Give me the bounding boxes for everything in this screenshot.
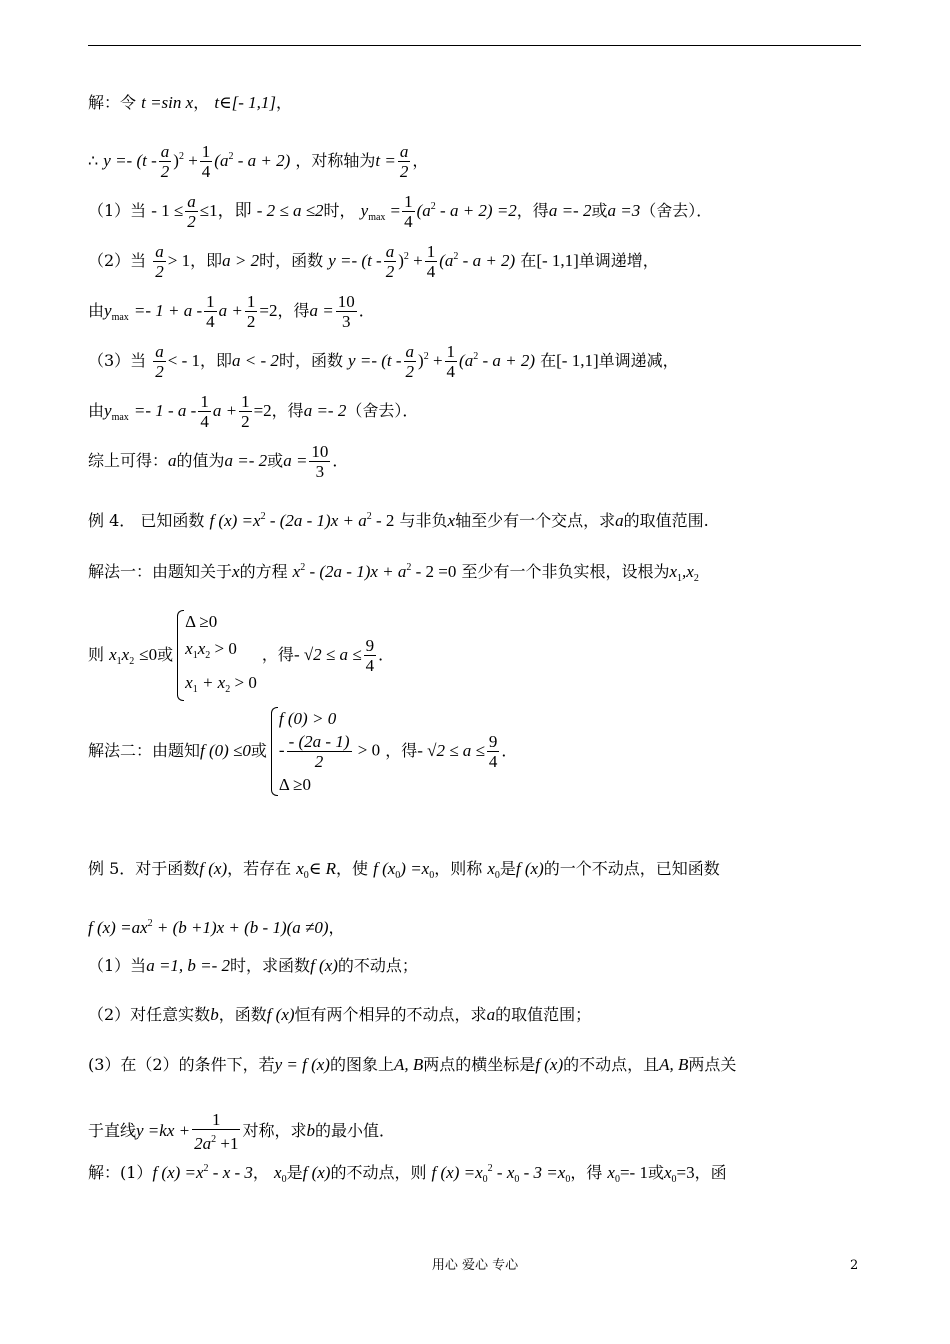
method-1-conditions: 则 $x_1x_2 \le 0$或 Δ ≥0 $x_1x_2 > 0$ $x_1 + x_2 > 0$ ，得- √2 ≤ a ≤ $\frac{9}{4}$ ．	[88, 608, 868, 703]
solution-method-2: 解法二：由题知f (0) ≤0或 f (0) > 0 - $\frac{- (2a - 1)}{2}$ > 0 Δ ≥0 ，得- √2 ≤ a ≤ $\frac{9}{4}$ ．	[88, 705, 868, 798]
example-4-statement: 例 4． 已知函数 f $(x) =x^2 - (2a - 1)x + a^2 - 2$ 与非负x轴至少有一个交点，求a的取值范围.	[88, 511, 709, 530]
text: ，	[276, 93, 293, 112]
equation-system: Δ ≥0 $x_1x_2 > 0$ $x_1 + x_2 > 0$	[173, 608, 257, 703]
part-1-solution: 解：(1）f $(x) =x^2 - x - 3$， $x_0$是f (x)的不动点，则 f $(x) =x_0^2 - x_0 - 3 =x_0$，得 $x_0=-$ 1或$x_0=3$，函	[88, 1163, 727, 1185]
fraction: $\frac{10}{3}$	[311, 442, 329, 481]
part-1: （1）当a =1, b =- 2时，求函数f (x)的不动点；	[88, 956, 418, 975]
example-5-function: f $(x) =ax^2 + (b +1)x + (b - 1)(a \ne 0)$，	[88, 918, 345, 937]
case-label: （1）当	[88, 201, 147, 220]
math: y =- (t -	[103, 151, 157, 170]
case-2-result: 由$y_{max} =- 1 + a$ - $\frac{1}{4}$ a + $\frac{1}{2}$ =2，得a = $\frac{10}{3}$ ．	[88, 292, 375, 331]
example-5-statement: 例 5．对于函数f (x)，若存在 $x_0\in$ R，使 f $(x_0) =x_0$，则称 $x_0$是f (x)的一个不动点，已知函数	[88, 859, 720, 881]
part-3: (3）在（2）的条件下，若y = f (x)的图象上A, B两点的横坐标是f (x)的不动点，且A, B两点关	[88, 1055, 737, 1074]
fraction: $\frac{1}{4}$	[446, 342, 456, 381]
equation-system: f (0) > 0 - $\frac{- (2a - 1)}{2}$ > 0 Δ ≥0	[267, 705, 380, 798]
text: 解：令	[88, 93, 137, 112]
fraction: $\frac{1}{4}$	[206, 292, 215, 331]
text: ，	[193, 93, 210, 112]
example-label: 例 5．对于函数	[88, 859, 200, 878]
footer-text: 用心 爱心 专心	[431, 1258, 519, 1273]
solution-method-1: 解法一：由题知关于x的方程 $x^2 - (2a - 1)x + a^2 - 2 =0$ 至少有一个非负实根，设根为$x_1,x_2$	[88, 562, 699, 584]
fraction: $\frac{1}{2}$	[246, 292, 256, 331]
case-label: （2）当	[88, 251, 147, 270]
fraction: $\frac{1}{4}$	[201, 142, 211, 181]
fraction: $\frac{1}{2}$	[241, 392, 250, 431]
fraction: $\frac{1}{2a^2 +1}$	[194, 1110, 239, 1153]
fraction: $\frac{9}{4}$	[488, 732, 498, 771]
math: t∈[- 1,1]	[214, 93, 277, 112]
part-2: （2）对任意实数b，函数f (x)恒有两个相异的不动点，求a的取值范围；	[88, 1005, 592, 1024]
page-number: 2	[850, 1258, 859, 1273]
fraction: $\frac{a}{2}$	[155, 342, 164, 381]
case-label: （3）当	[88, 351, 147, 370]
header-rule	[88, 45, 861, 46]
case-3-line: （3）当 $\frac{a}{2}$ < - 1，即a < - 2时，函数 y =- (t - $\frac{a}{2}$ )$^2$ + $\frac{1}{4}$ $(a^2 - a + 2)$ 在[- 1,1]单调递减，	[88, 342, 679, 381]
solution-line-1	[88, 92, 868, 114]
fraction: $\frac{1}{4}$	[404, 192, 413, 231]
example-label: 例 4． 已知函数	[88, 511, 205, 530]
text: ，对称轴为	[295, 151, 376, 170]
fraction: $\frac{a}{2}$	[385, 242, 395, 281]
summary-line: 综上可得：a的值为a =- 2或a = $\frac{10}{3}$ ．	[88, 442, 349, 481]
fraction: $\frac{a}{2}$	[160, 142, 170, 181]
fraction: $\frac{a}{2}$	[155, 242, 164, 281]
math: t =sin x	[141, 93, 194, 112]
solution-line-2: ∴ y =- (t - $\frac{a}{2}$ )$^2$ + $\frac{1}{4}$ $(a^2 - a + 2)$ ，对称轴为t = $\frac{a}{2}$ ，	[88, 142, 429, 181]
case-1-line: （1）当 - 1 ≤ $\frac{a}{2}$ ≤1，即 - 2 ≤ a ≤2时， $y_{max}$ = $\frac{1}{4}$ $(a^2 - a + 2) =2$，得a =- 2或a =3（舍去）．	[88, 192, 713, 231]
fraction: $\frac{10}{3}$	[337, 292, 355, 331]
fraction: $\frac{1}{4}$	[200, 392, 209, 431]
part-3-continued: 于直线y =kx + $\frac{1}{2a^2 +1}$ 对称，求b的最小值．	[88, 1110, 395, 1153]
fraction: $\frac{a}{2}$	[187, 192, 196, 231]
case-3-result: 由$y_{max} =- 1 - a$ - $\frac{1}{4}$ a + $\frac{1}{2}$ =2，得a =- 2（舍去）．	[88, 392, 419, 431]
fraction: $\frac{1}{4}$	[426, 242, 436, 281]
fraction: $\frac{9}{4}$	[365, 636, 375, 675]
case-2-line: （2）当 $\frac{a}{2}$ > 1，即a > 2时，函数 y =- (t - $\frac{a}{2}$ )$^2$ + $\frac{1}{4}$ $(a^2 - a + 2)$ 在[- 1,1]单调递增，	[88, 242, 659, 281]
fraction: $\frac{a}{2}$	[399, 142, 409, 181]
fraction: $\frac{a}{2}$	[405, 342, 415, 381]
therefore-symbol: ∴	[88, 151, 99, 170]
